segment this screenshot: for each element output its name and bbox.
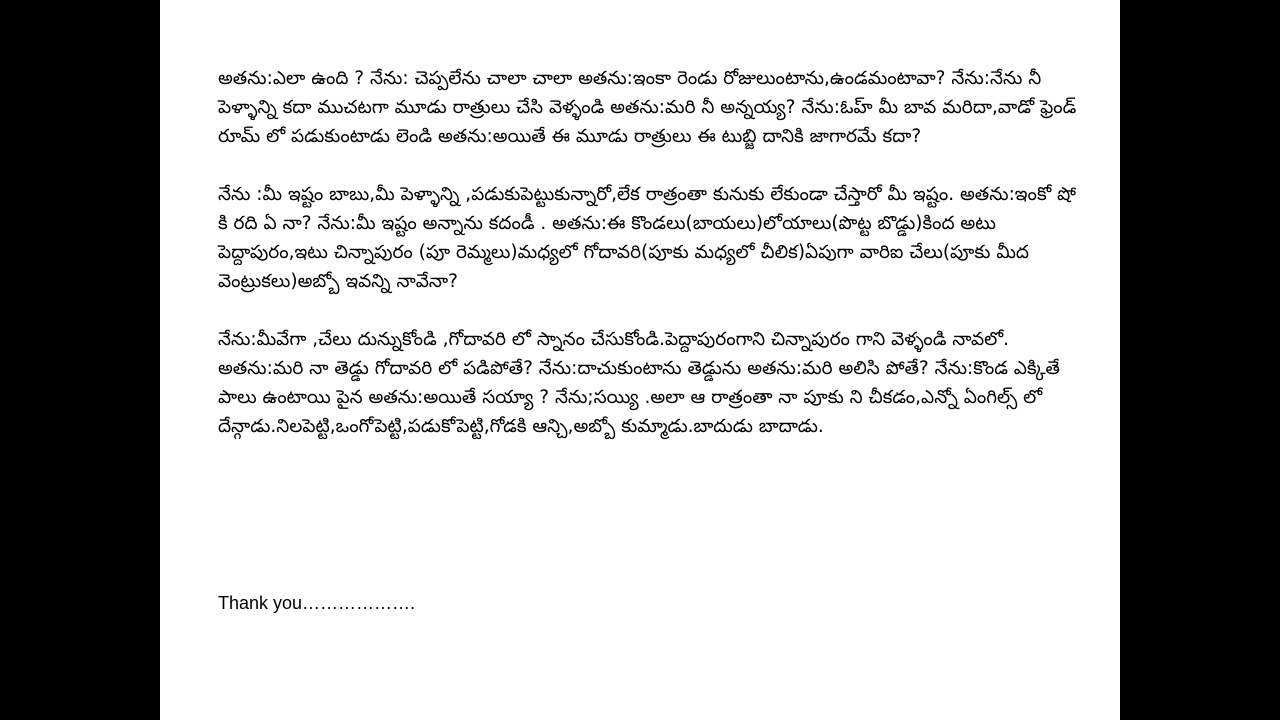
document-page [160, 0, 1120, 720]
paragraph-2: నేను :మీ ఇష్టం బాబు,మీ పెళ్ళాన్ని ,పడుకుపెట్టుకున్నారో,లేక రాత్రంతా కునుకు లేకుండా చేస్తారో మీ ఇష్టం. అతను:ఇంకో షో కి రది ఏ నా? నేను:మీ ఇష్టం అన్నాను కదండీ . అతను:ఈ కొండలు(బాయలు)లోయాలు(పొట్ట బొడ్డు)కింద అటు పెద్దాపురం,ఇటు చిన్నాపురం (పూ రెమ్మలు)మధ్యలో గోదావరి(పూకు మధ్యలో చీలిక)ఏపుగా వారిఐ చేలు(పూకు మీద వెంట్రుకలు)అబ్బో ఇవన్ని నావేనా? [218, 184, 1076, 292]
document-body [218, 64, 1078, 470]
paragraph-3: నేను:మీవేగా ,చేలు దున్నుకోండి ,గోదావరి లో స్నానం చేసుకోండి.పెద్దాపురంగాని చిన్నాపురం గాని వెళ్ళండి నావలో. అతను:మరి నా తెడ్డు గోదావరి లో పడిపోతే? నేను:దాచుకుంటాను తెడ్డును అతను:మరి అలిసి పోతే? నేను:కొండ ఎక్కితే పాలు ఉంటాయి పైన అతను:అయితే సయ్యా ? నేను;సయ్యి .అలా ఆ రాత్రంతా నా పూకు ని చీకడం,ఎన్నో ఏంగిల్స్ లో దేన్గాడు.నిలపెట్టి,ఒంగోపెట్టి,పడుకోపెట్టి,గోడకి ఆన్చి,అబ్బో కుమ్మాడు.బాదుడు బాదాడు. [218, 329, 1060, 437]
paragraph-1: అతను:ఎలా ఉంది ? నేను: చెప్పలేను చాలా చాలా అతను:ఇంకా రెండు రోజులుంటాను,ఉండమంటావా? నేను:నేను నీ పెళ్ళాన్ని కదా ముచటగా మూడు రాత్రులు చేసి వెళ్ళండి అతను:మరి నీ అన్నయ్య? నేను:ఓహ్ మీ బావ మరిదా,వాడో ఫ్రెండ్ రూమ్ లో పడుకుంటాడు లెండి అతను:అయితే ఈ మూడు రాత్రులు ఈ టుబ్జి దానికి జాగారమే కదా? [218, 68, 1077, 147]
closing-line: Thank you………………. [218, 593, 416, 613]
